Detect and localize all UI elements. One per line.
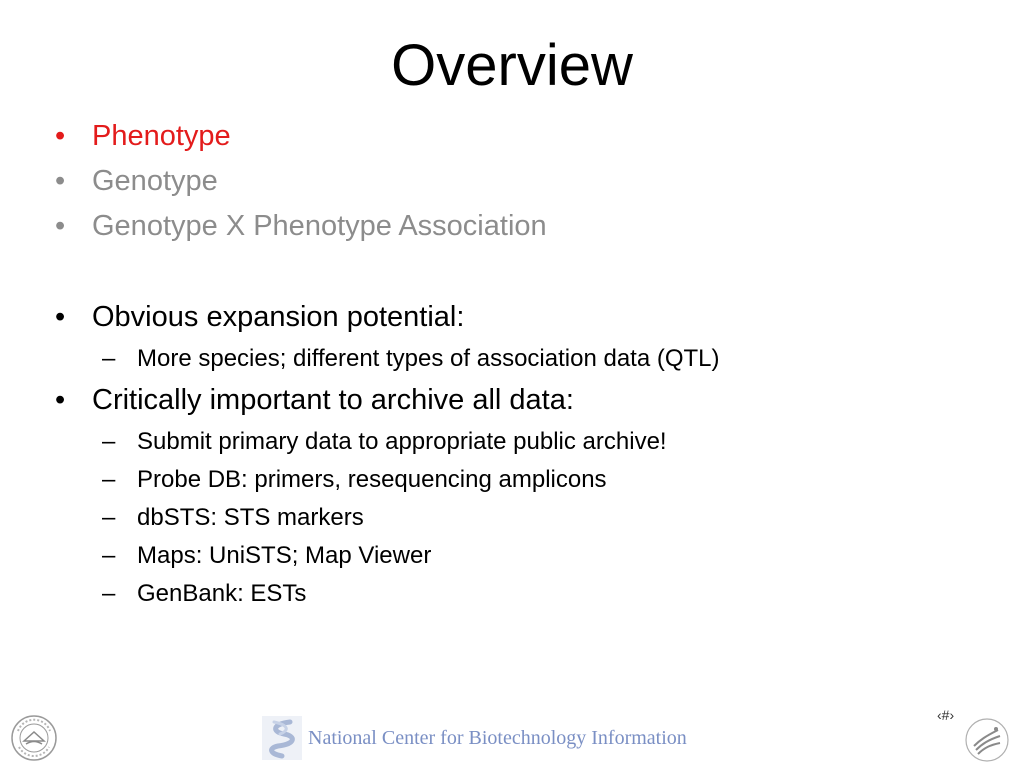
bullet-text: Critically important to archive all data: — [92, 384, 574, 416]
sub-bullet-text: dbSTS: STS markers — [137, 504, 364, 531]
sub-bullet-text: Probe DB: primers, resequencing amplicons — [137, 466, 607, 493]
bullet-text: Genotype — [92, 165, 218, 197]
bullet-text: Phenotype — [92, 120, 231, 152]
bullet-marker: • — [55, 210, 66, 242]
bullet-list — [55, 114, 995, 613]
sub-bullet-maps — [55, 537, 995, 575]
sub-bullet-text: More species; different types of association data (QTL) — [137, 345, 720, 372]
bullet-item-association — [55, 204, 995, 249]
dash-marker: – — [102, 345, 116, 372]
nih-seal-icon — [10, 714, 58, 762]
bullet-marker: • — [55, 165, 66, 197]
list-spacer — [55, 249, 995, 295]
sub-bullet-submit — [55, 423, 995, 461]
dash-marker: – — [102, 580, 116, 607]
sub-bullet-dbsts — [55, 499, 995, 537]
bullet-marker: • — [55, 120, 66, 152]
sub-bullet-species — [55, 340, 995, 378]
bullet-item-genotype — [55, 159, 995, 204]
sub-bullet-probe-db — [55, 461, 995, 499]
bullet-item-phenotype — [55, 114, 995, 159]
bullet-text: Obvious expansion potential: — [92, 301, 465, 333]
ncbi-helix-icon — [262, 716, 302, 760]
dash-marker: – — [102, 504, 116, 531]
bullet-marker: • — [55, 301, 66, 333]
bullet-item-archive — [55, 378, 995, 423]
bullet-marker: • — [55, 384, 66, 416]
sub-bullet-genbank — [55, 575, 995, 613]
sub-bullet-text: GenBank: ESTs — [137, 580, 307, 607]
dash-marker: – — [102, 428, 116, 455]
bullet-item-expansion — [55, 295, 995, 340]
slide-title: Overview — [391, 33, 633, 98]
sub-bullet-text: Submit primary data to appropriate public archive! — [137, 428, 667, 455]
slide-number: ‹#› — [937, 707, 955, 723]
dash-marker: – — [102, 466, 116, 493]
dash-marker: – — [102, 542, 116, 569]
footer-organization: National Center for Biotechnology Information — [308, 727, 687, 749]
hhs-eagle-icon — [962, 716, 1012, 764]
bullet-text: Genotype X Phenotype Association — [92, 210, 547, 242]
sub-bullet-text: Maps: UniSTS; Map Viewer — [137, 542, 432, 569]
